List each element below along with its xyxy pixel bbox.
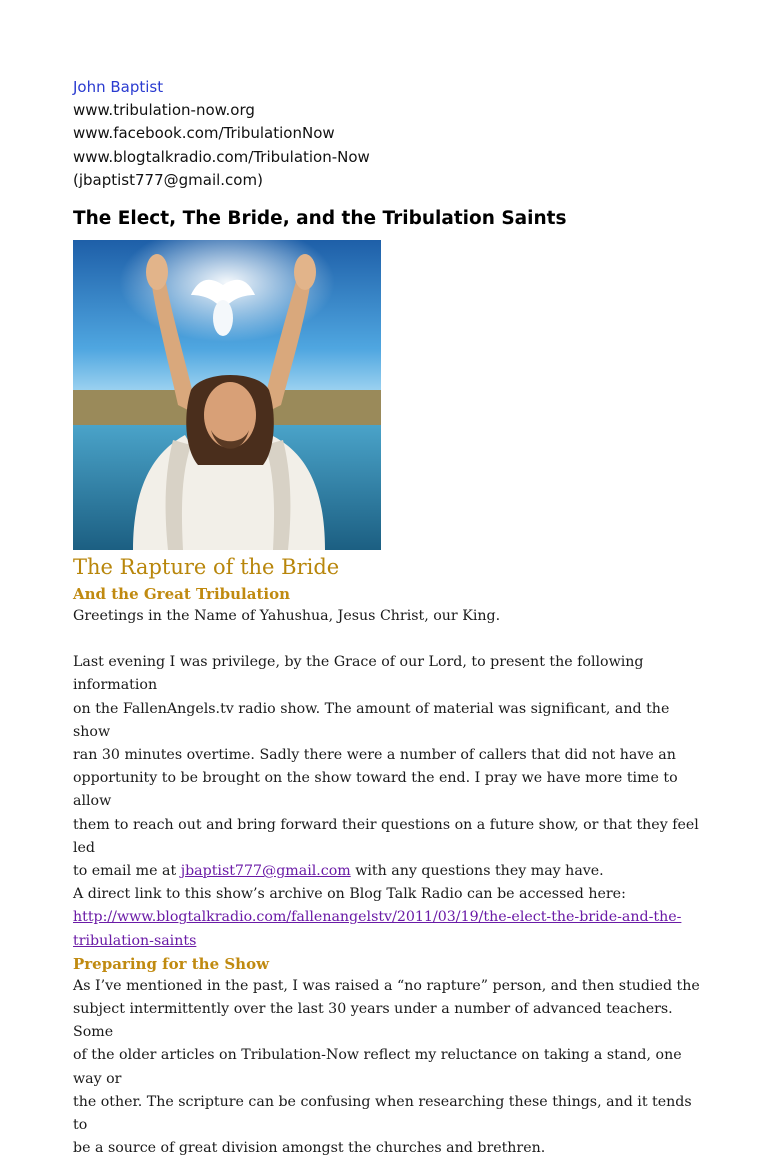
website-text: www.tribulation-now.org <box>73 101 255 120</box>
archive-link[interactable]: http://www.blogtalkradio.com/fallenangelstv/2011/03/19/the-elect-the-bride-and-the- <box>73 909 682 926</box>
email-link[interactable]: jbaptist777@gmail.com <box>180 863 351 880</box>
paragraph-line <box>73 860 703 883</box>
email-text: (jbaptist777@gmail.com) <box>73 170 263 189</box>
praying-man-with-dove-image <box>73 240 381 550</box>
paragraph-line: them to reach out and bring forward their questions on a future show, or that they feel led <box>73 816 699 856</box>
paragraph-line: subject intermittently over the last 30 years under a number of advanced teachers. Some <box>73 1001 673 1041</box>
paragraph-line: ran 30 minutes overtime. Sadly there were a number of callers that did not have an <box>73 747 676 764</box>
paragraph-line: the other. The scripture can be confusing when researching these things, and it tends to <box>73 1093 692 1134</box>
archive-link-line[interactable] <box>73 930 703 953</box>
paragraph-line: be a source of great division amongst the churches and brethren. <box>73 1140 546 1157</box>
author-name: John Baptist <box>73 78 164 96</box>
section-heading-rapture: The Rapture of the Bride <box>73 555 340 580</box>
blogtalk-text: www.blogtalkradio.com/Tribulation-Now <box>73 147 370 166</box>
contact-block <box>73 76 703 192</box>
document-title: The Elect, The Bride, and the Tribulation Saints <box>73 208 567 230</box>
paragraph-line: Last evening I was privilege, by the Grace of our Lord, to present the following information <box>73 654 644 694</box>
greeting-text: Greetings in the Name of Yahushua, Jesus Christ, our King. <box>73 608 501 625</box>
paragraph-line: opportunity to be brought on the show toward the end. I pray we have more time to allow <box>73 770 678 810</box>
email-suffix-text: with any questions they may have. <box>350 863 604 880</box>
facebook-text: www.facebook.com/TribulationNow <box>73 124 335 143</box>
email-prefix-text: to email me at <box>73 863 181 880</box>
section-heading-preparing: Preparing for the Show <box>73 954 269 973</box>
paragraph-line: of the older articles on Tribulation-Now reflect my reluctance on taking a stand, one way or <box>73 1047 682 1087</box>
body-paragraph-2 <box>73 975 703 1160</box>
archive-text: A direct link to this show’s archive on Blog Talk Radio can be accessed here: <box>73 886 626 903</box>
paragraph-line: As I’ve mentioned in the past, I was raised a “no rapture” person, and then studied the <box>73 977 700 994</box>
body-paragraph-1 <box>73 651 703 953</box>
archive-link-line[interactable] <box>73 906 703 929</box>
subheading-great-tribulation: And the Great Tribulation <box>73 585 291 604</box>
paragraph-line: on the FallenAngels.tv radio show. The amount of material was significant, and the show <box>73 700 670 740</box>
document-page <box>73 76 703 1160</box>
archive-link-cont[interactable]: tribulation-saints <box>73 932 197 949</box>
